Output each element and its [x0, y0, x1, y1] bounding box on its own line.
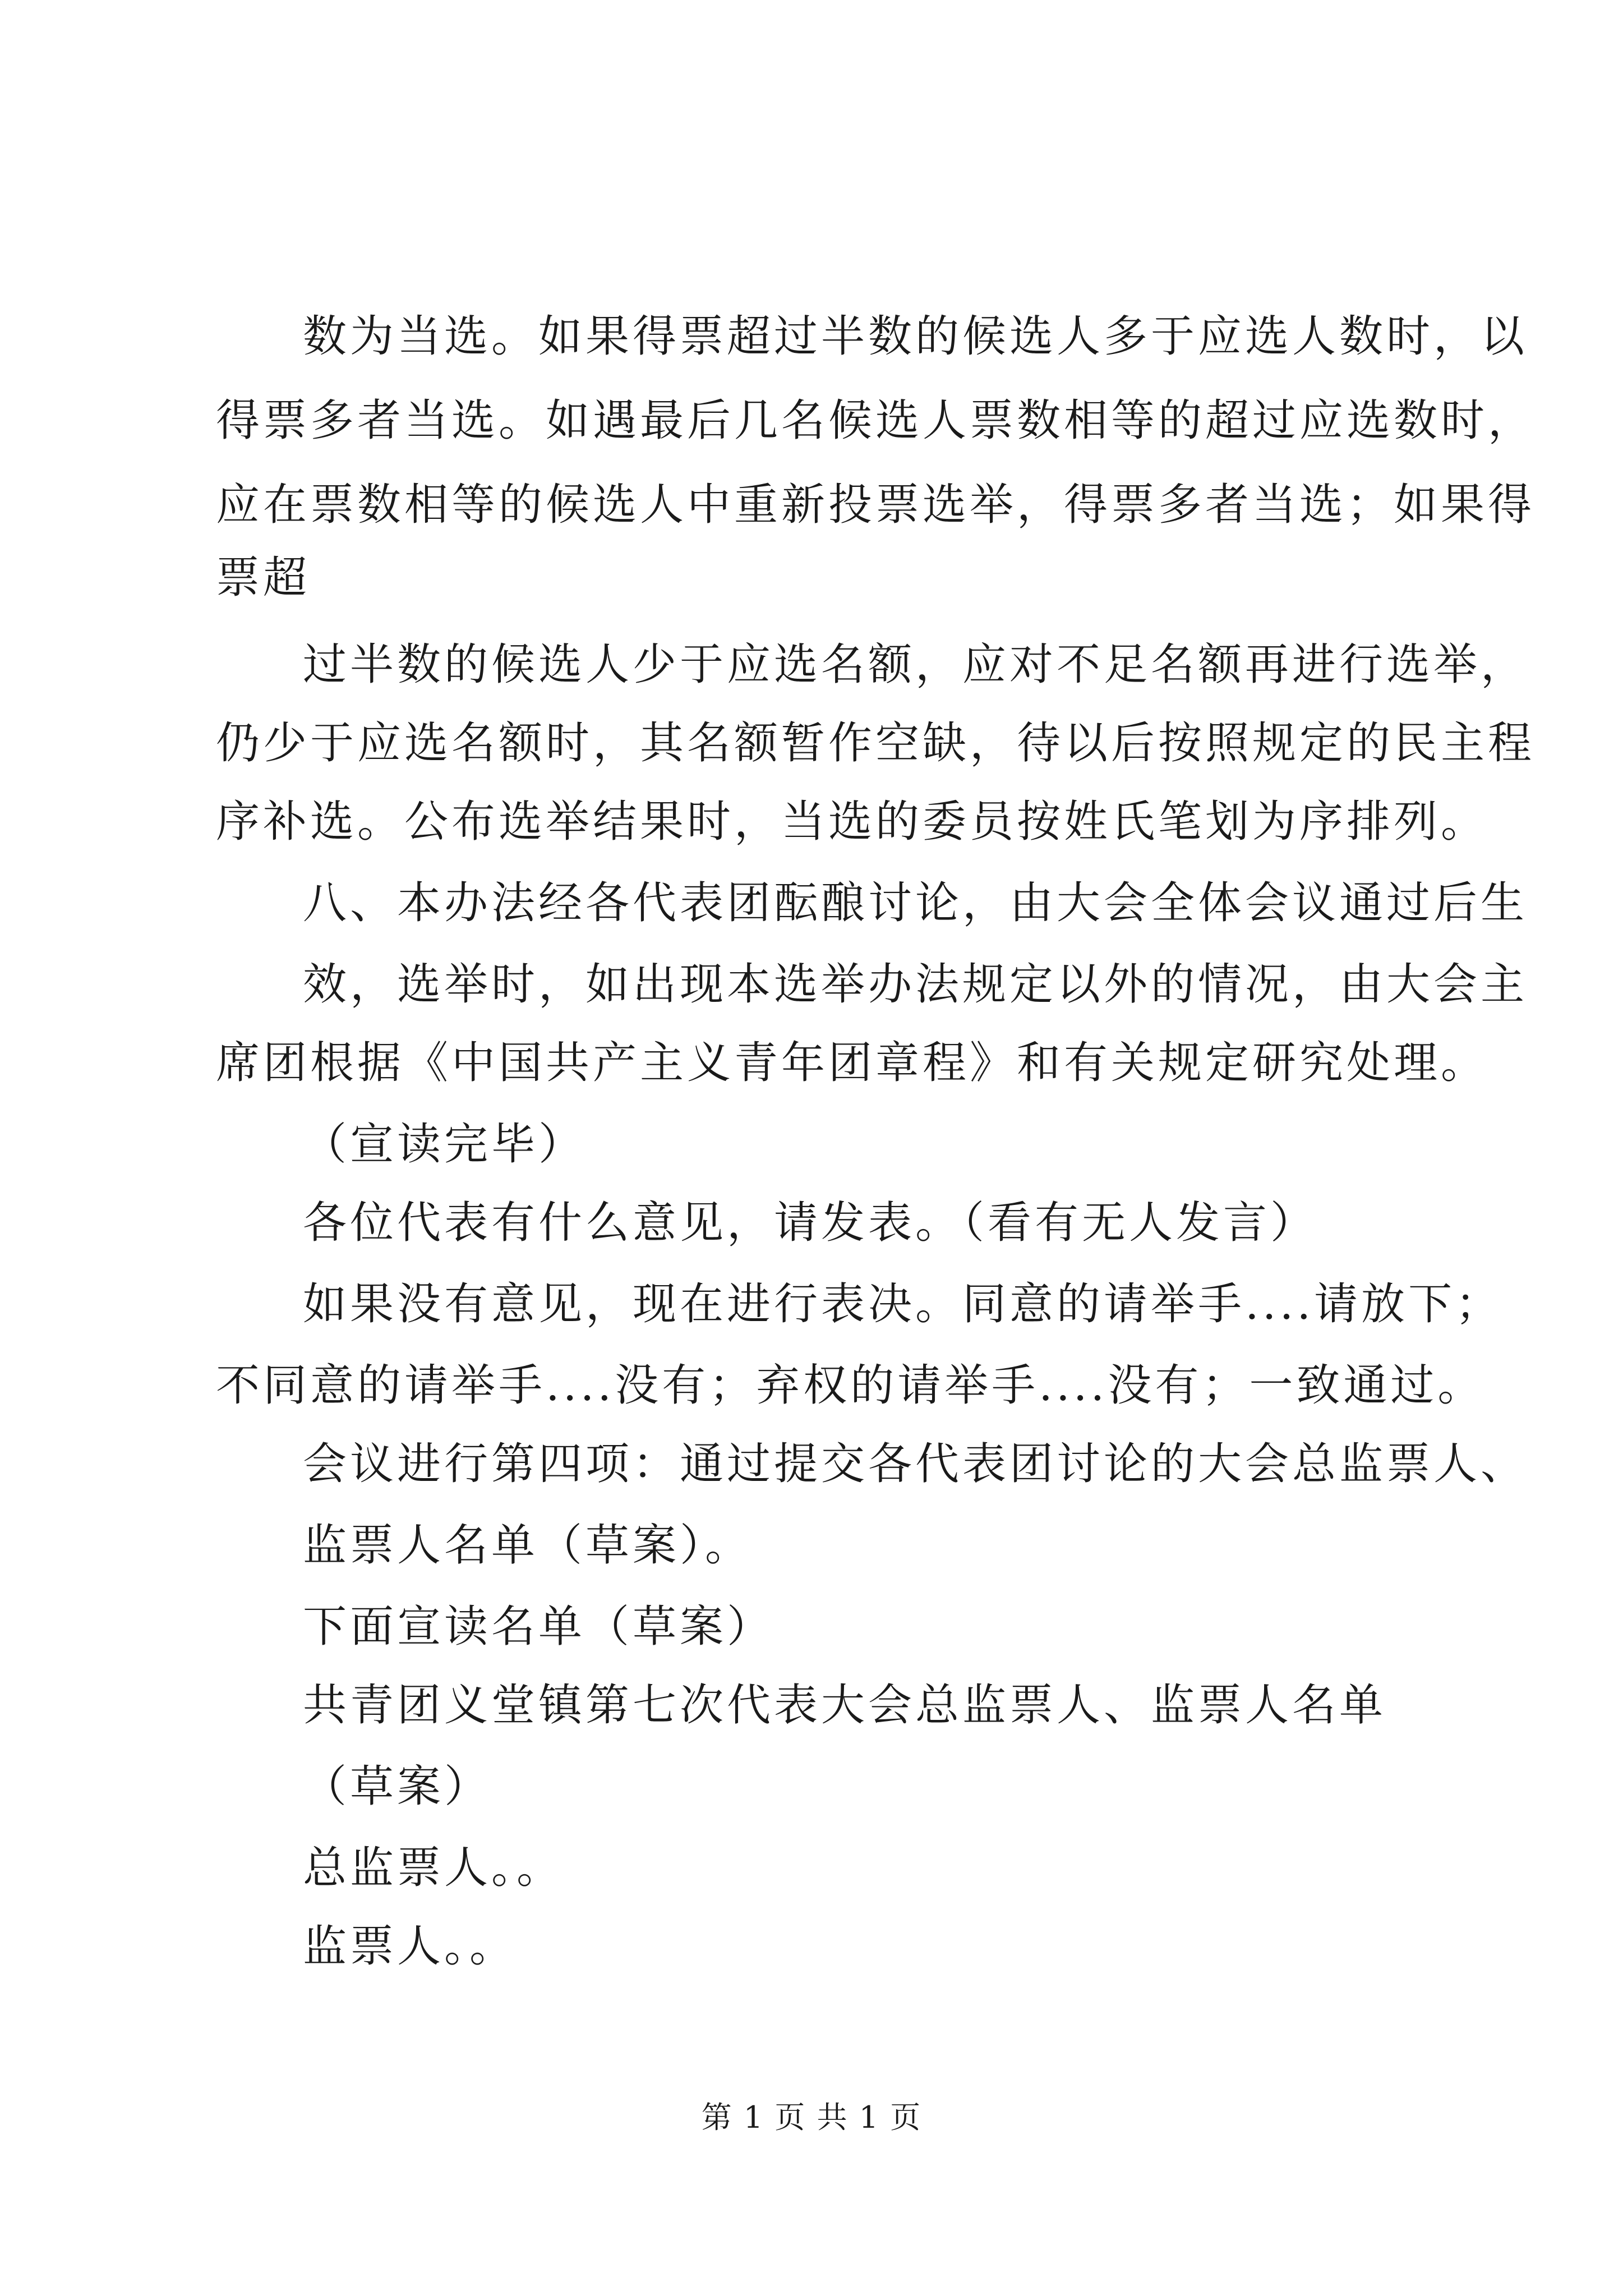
- text-line-18: 共青团义堂镇第七次代表大会总监票人、监票人名单: [303, 1680, 1387, 1731]
- text-line-14: 不同意的请举手....没有；弃权的请举手....没有；一致通过。: [216, 1360, 1485, 1411]
- text-line-3: 应在票数相等的候选人中重新投票选举，得票多者当选；如果得: [216, 480, 1536, 530]
- page-footer: 第 1 页 共 1 页: [701, 2100, 922, 2135]
- text-line-21: 监票人。。: [303, 1921, 517, 1972]
- text-line-10: 席团根据《中国共产主义青年团章程》和有关规定研究处理。: [216, 1038, 1488, 1088]
- text-line-6: 仍少于应选名额时，其名额暂作空缺，待以后按照规定的民主程: [216, 718, 1536, 769]
- text-line-12: 各位代表有什么意见，请发表。（看有无人发言）: [303, 1198, 1318, 1248]
- text-line-16: 监票人名单（草案）。: [303, 1520, 753, 1571]
- text-line-1: 数为当选。如果得票超过半数的候选人多于应选人数时，以: [303, 311, 1528, 362]
- text-line-17: 下面宣读名单（草案）: [303, 1602, 774, 1652]
- text-line-9: 效，选举时，如出现本选举办法规定以外的情况，由大会主: [303, 959, 1528, 1010]
- text-line-19: （草案）: [303, 1761, 492, 1812]
- text-line-4: 票超: [216, 553, 311, 603]
- text-line-20: 总监票人。。: [303, 1843, 564, 1893]
- text-line-8: 八、本办法经各代表团酝酿讨论，由大会全体会议通过后生: [303, 878, 1528, 928]
- text-line-15: 会议进行第四项：通过提交各代表团讨论的大会总监票人、: [303, 1439, 1528, 1489]
- text-line-13: 如果没有意见，现在进行表决。同意的请举手....请放下；: [303, 1279, 1503, 1329]
- text-line-7: 序补选。公布选举结果时，当选的委员按姓氏笔划为序排列。: [216, 797, 1488, 847]
- text-line-5: 过半数的候选人少于应选名额，应对不足名额再进行选举，: [303, 639, 1528, 690]
- text-line-11: （宣读完毕）: [303, 1119, 586, 1170]
- text-line-2: 得票多者当选。如遇最后几名候选人票数相等的超过应选数时，: [216, 395, 1536, 446]
